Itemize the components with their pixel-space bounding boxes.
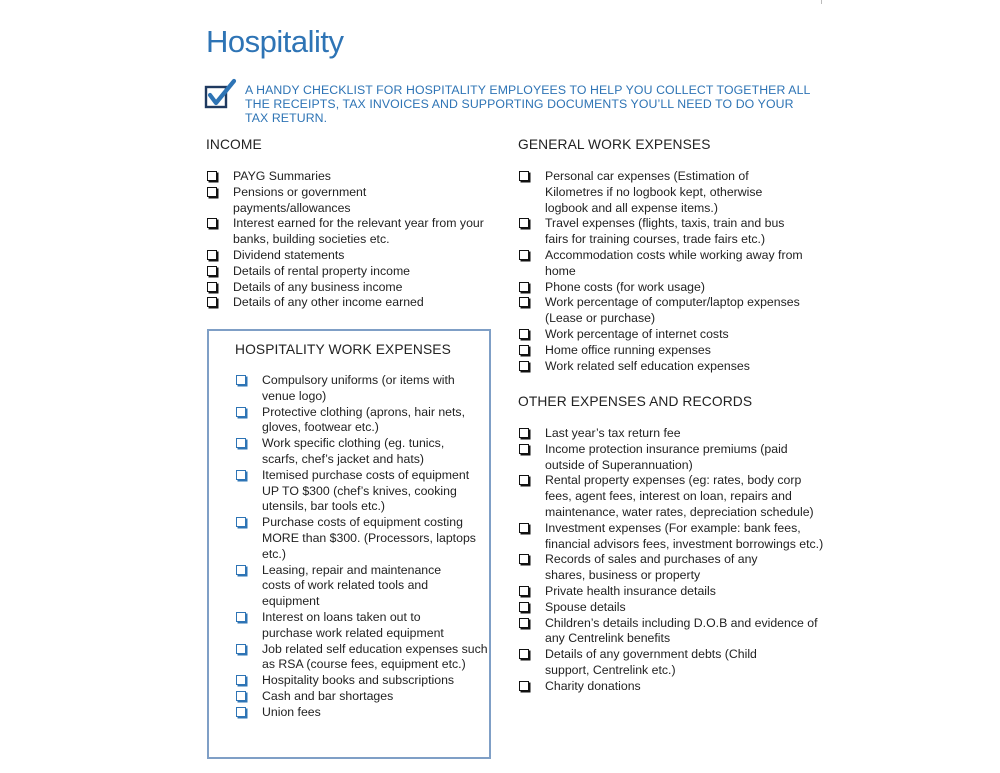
list-item[interactable]: Interest on loans taken out to purchase work related equipment xyxy=(235,610,474,642)
checkbox-icon[interactable] xyxy=(519,681,529,691)
checkbox-icon[interactable] xyxy=(519,250,529,260)
page-corner-mark xyxy=(821,0,822,4)
checkbox-icon[interactable] xyxy=(236,407,246,417)
checkbox-icon[interactable] xyxy=(519,475,529,485)
checkbox-icon[interactable] xyxy=(207,250,217,260)
page-title: Hospitality xyxy=(206,24,344,59)
list-item[interactable]: Income protection insurance premiums (paid outside of Superannuation) xyxy=(518,442,815,474)
checkbox-icon[interactable] xyxy=(207,218,217,228)
checkbox-icon[interactable] xyxy=(519,586,529,596)
checkbox-icon[interactable] xyxy=(236,565,246,575)
checkbox-icon[interactable] xyxy=(519,602,529,612)
list-item[interactable]: Accommodation costs while working away from home xyxy=(518,248,807,280)
list-item[interactable]: Leasing, repair and maintenance costs of work related tools and equipment xyxy=(235,563,472,610)
income-heading: INCOME xyxy=(206,137,262,152)
list-item[interactable]: Interest earned for the relevant year from your banks, building societies etc. xyxy=(206,216,495,248)
list-item[interactable]: Hospitality books and subscriptions xyxy=(235,673,475,689)
checkbox-icon[interactable] xyxy=(519,171,529,181)
checkbox-icon[interactable] xyxy=(236,675,246,685)
checkbox-icon[interactable] xyxy=(519,554,529,564)
list-item[interactable]: Protective clothing (aprons, hair nets, gloves, footwear etc.) xyxy=(235,405,477,437)
checkbox-icon[interactable] xyxy=(236,612,246,622)
list-item[interactable]: Details of any business income xyxy=(206,280,496,296)
hospitality-heading: HOSPITALITY WORK EXPENSES xyxy=(235,342,451,357)
other-list xyxy=(518,426,824,695)
list-item[interactable]: Purchase costs of equipment costing MORE than $300. (Processors, laptops etc.) xyxy=(235,515,494,562)
list-item[interactable]: Personal car expenses (Estimation of Kilometres if no logbook kept, otherwise logbook and all expense items.) xyxy=(518,169,800,216)
checkbox-icon[interactable] xyxy=(207,282,217,292)
checkbox-icon[interactable] xyxy=(519,218,529,228)
list-item[interactable]: Charity donations xyxy=(518,679,808,695)
list-item[interactable]: Cash and bar shortages xyxy=(235,689,475,705)
list-item[interactable]: Phone costs (for work usage) xyxy=(518,280,808,296)
checkbox-icon[interactable] xyxy=(519,523,529,533)
list-item[interactable]: PAYG Summaries xyxy=(206,169,496,185)
checkbox-icon[interactable] xyxy=(207,266,217,276)
list-item[interactable]: Itemised purchase costs of equipment UP TO $300 (chef’s knives, cooking utensils, bar tools etc.) xyxy=(235,468,487,515)
checkbox-icon[interactable] xyxy=(236,691,246,701)
list-item[interactable]: Records of sales and purchases of any shares, business or property xyxy=(518,552,780,584)
list-item[interactable]: Travel expenses (flights, taxis, train and bus fairs for training courses, trade fairs etc.) xyxy=(518,216,810,248)
list-item[interactable]: Home office running expenses xyxy=(518,343,808,359)
general-list xyxy=(518,169,808,374)
list-item[interactable]: Job related self education expenses such as RSA (course fees, equipment etc.) xyxy=(235,642,490,674)
hospitality-list xyxy=(235,373,488,721)
checkbox-icon[interactable] xyxy=(519,361,529,371)
checkbox-icon[interactable] xyxy=(519,428,529,438)
list-item[interactable]: Details of rental property income xyxy=(206,264,496,280)
list-item[interactable]: Dividend statements xyxy=(206,248,496,264)
checkbox-icon[interactable] xyxy=(207,187,217,197)
checked-box-icon xyxy=(204,78,238,112)
checkbox-icon[interactable] xyxy=(236,644,246,654)
checkbox-icon[interactable] xyxy=(236,375,246,385)
list-item[interactable]: Rental property expenses (eg: rates, body corp fees, agent fees, interest on loan, repairs and maintenance, water rates, depreciation schedule) xyxy=(518,473,823,520)
checkbox-icon[interactable] xyxy=(236,517,246,527)
checkbox-icon[interactable] xyxy=(519,329,529,339)
list-item[interactable]: Work percentage of computer/laptop expenses (Lease or purchase) xyxy=(518,295,835,327)
checkbox-icon[interactable] xyxy=(519,345,529,355)
checkbox-icon[interactable] xyxy=(207,297,217,307)
general-heading: GENERAL WORK EXPENSES xyxy=(518,137,711,152)
intro-text: A HANDY CHECKLIST FOR HOSPITALITY EMPLOYEES TO HELP YOU COLLECT TOGETHER ALL THE RECEIPTS, TAX INVOICES AND SUPPORTING DOCUMENTS YOU’LL NEED TO DO YOUR TAX RETURN. xyxy=(245,83,811,125)
checkbox-icon[interactable] xyxy=(519,282,529,292)
other-heading: OTHER EXPENSES AND RECORDS xyxy=(518,394,753,409)
list-item[interactable]: Union fees xyxy=(235,705,475,721)
checkbox-icon[interactable] xyxy=(519,444,529,454)
checkbox-icon[interactable] xyxy=(519,297,529,307)
list-item[interactable]: Compulsory uniforms (or items with venue logo) xyxy=(235,373,467,405)
list-item[interactable]: Work related self education expenses xyxy=(518,359,808,375)
checkbox-icon[interactable] xyxy=(236,707,246,717)
checkbox-icon[interactable] xyxy=(236,470,246,480)
list-item[interactable]: Pensions or government payments/allowances xyxy=(206,185,383,217)
list-item[interactable]: Details of any government debts (Child support, Centrelink etc.) xyxy=(518,647,790,679)
checkbox-icon[interactable] xyxy=(519,618,529,628)
checkbox-icon[interactable] xyxy=(236,438,246,448)
list-item[interactable]: Work specific clothing (eg. tunics, scarfs, chef’s jacket and hats) xyxy=(235,436,457,468)
list-item[interactable]: Private health insurance details xyxy=(518,584,808,600)
list-item[interactable]: Details of any other income earned xyxy=(206,295,496,311)
income-list xyxy=(206,169,496,311)
list-item[interactable]: Spouse details xyxy=(518,600,808,616)
list-item[interactable]: Last year’s tax return fee xyxy=(518,426,808,442)
list-item[interactable]: Work percentage of internet costs xyxy=(518,327,808,343)
checkbox-icon[interactable] xyxy=(207,171,217,181)
checkbox-icon[interactable] xyxy=(519,649,529,659)
list-item[interactable]: Investment expenses (For example: bank fees, financial advisors fees, investment borrowings etc.) xyxy=(518,521,830,553)
list-item[interactable]: Children’s details including D.O.B and evidence of any Centrelink benefits xyxy=(518,616,830,648)
